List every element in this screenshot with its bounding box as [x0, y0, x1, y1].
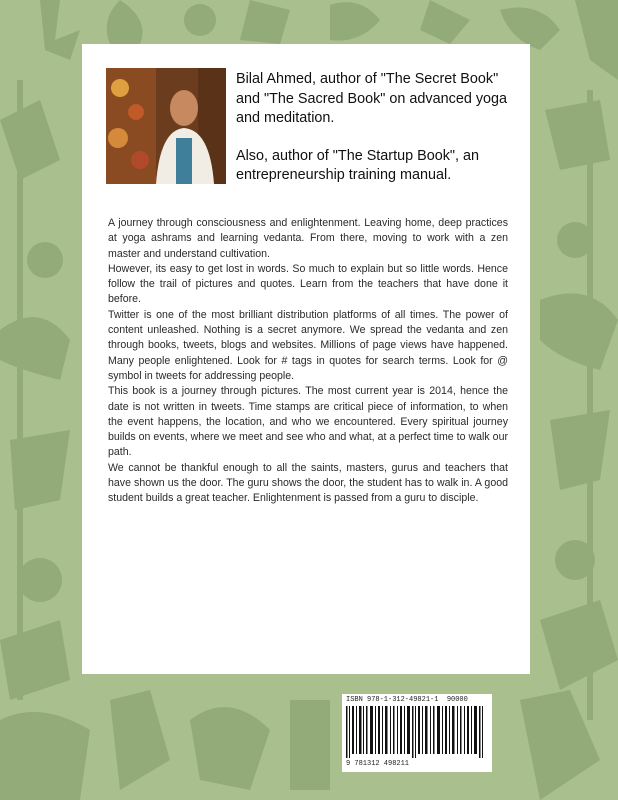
paragraph-4: This book is a journey through pictures. The most current year is 2014, hence the date is not written in tweets. Time stamps are critical piece of information, to when the event happens, the location, and who we encountered. Every spiritual journey builds on events, where we meet and see who and what, at a perfect time to walk our path. [108, 385, 508, 459]
author-bio [236, 70, 526, 204]
text-panel [82, 44, 530, 674]
bio-line-2: Also, author of "The Startup Book", an entrepreneurship training manual. [236, 147, 480, 183]
paragraph-2: However, its easy to get lost in words. So much to explain but so little words. Hence follow the trail of pictures and quotes. Learn from the teachers that have done it before. [108, 262, 508, 306]
paragraph-5: We cannot be thankful enough to all the saints, masters, gurus and teachers that have shown us the door. The guru shows the door, the student has to walk in. A good student builds a great teacher. Enlightenment is passed from a guru to disciple. [108, 461, 508, 505]
author-photo [106, 68, 226, 184]
bio-line-1: Bilal Ahmed, author of "The Secret Book" and "The Sacred Book" on advanced yoga and meditation. [236, 71, 508, 126]
isbn-label: ISBN 978-1-312-49821-1 90000 [346, 696, 468, 704]
paragraph-3: Twitter is one of the most brilliant distribution platforms of all times. The power of content unleashed. Nothing is a secret anymore. We spread the vedanta and zen through books, tweets, blogs and websites. Millions of page views have happened. Many people enlightened. Look for # tags in quotes for search terms. Look for @ symbol in tweets for addressing people. [108, 308, 508, 382]
description-text [108, 216, 508, 507]
paragraph-1: A journey through consciousness and enlightenment. Leaving home, deep practices at yoga ashrams and learning vedanta. From there, moving to work with a zen master and understand cultivation. [108, 217, 508, 260]
barcode-number: 9 781312 498211 [346, 760, 410, 768]
isbn-barcode [342, 694, 492, 772]
barcode-bars [346, 706, 488, 758]
